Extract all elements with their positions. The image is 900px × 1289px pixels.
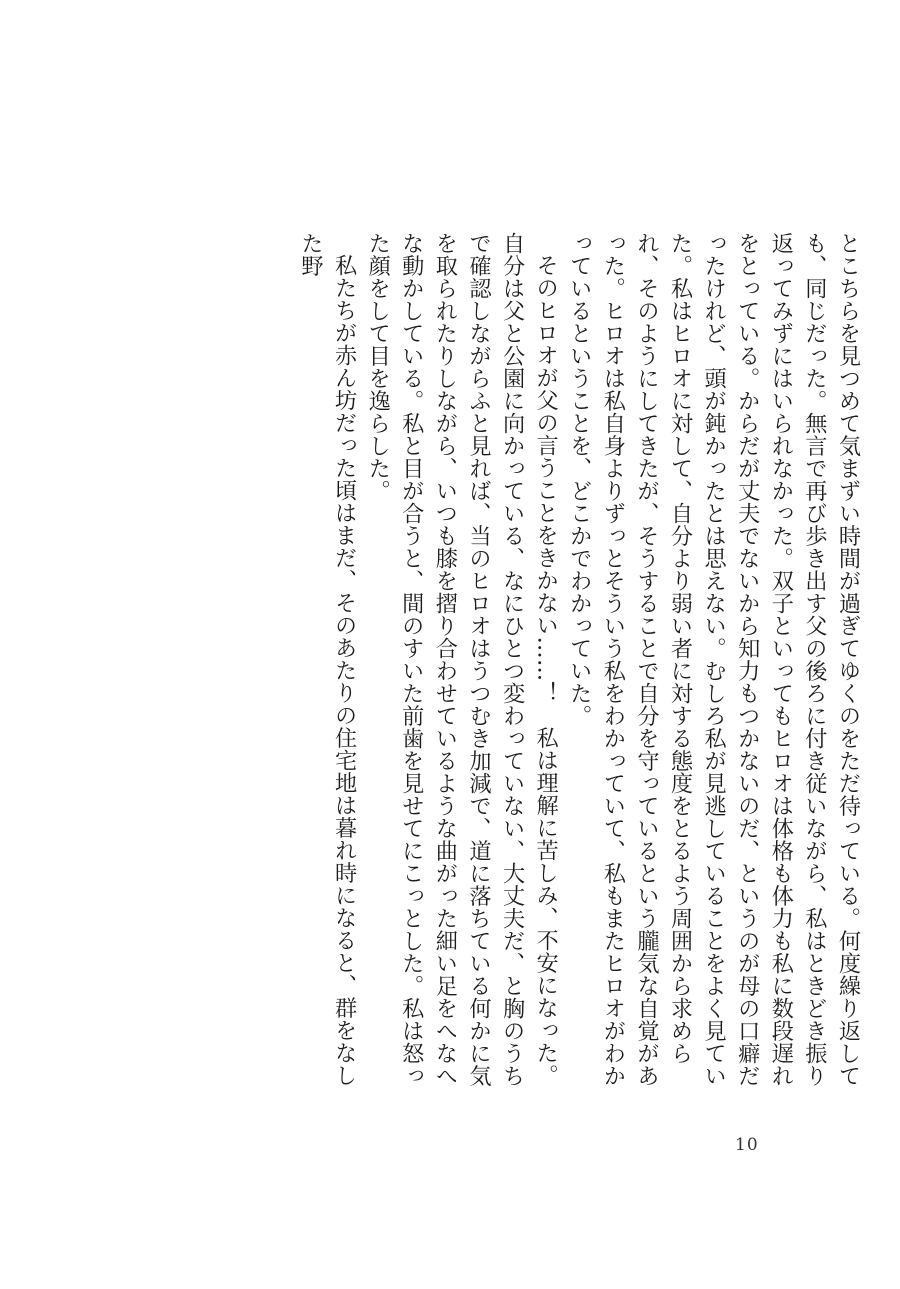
page-number: 10 <box>735 1135 759 1155</box>
paragraph: そのヒロオが父の言うことをきかない……！ 私は理解に苦しみ、不安になった。自分は父と公園に向かっている、なにひとつ変わっていない、大丈夫だ、と胸のうちで確認しながらふと見れば、当のヒロオはうつむき加減で、道に落ちている何かに気を取られたりしながら、いつも膝を摺り合わせているような曲がった細い足をへなへな動かしている。私と目が合うと、間のすいた前歯を見せてにこっとした。私は怒った顔をして目を逸らした。 <box>364 232 559 1087</box>
paragraph-continued: とこちらを見つめて気まずい時間が過ぎてゆくのをただ待っている。何度繰り返しても、同じだった。無言で再び歩き出す父の後ろに付き従いながら、私はときどき振り返ってみずにはいられなかった。双子といってもヒロオは体格も体力も私に数段遅れをとっている。からだが丈夫でないから知力もつかないのだ、というのが母の口癖だったけれど、頭が鈍かったとは思えない。むしろ私が見逃していることをよく見ていた。私はヒロオに対して、自分より弱い者に対する態度をとるよう周囲から求められ、そのようにしてきたが、そうすることで自分を守っているという朧気な自覚があった。ヒロオは私自身よりずっとそういう私をわかっていて、私もまたヒロオがわかっているということを、どこかでわかっていた。 <box>566 232 861 1087</box>
vertical-text-body <box>184 232 864 1102</box>
paragraph: 私たちが赤ん坊だった頃はまだ、そのあたりの住宅地は暮れ時になると、群をなした野 <box>297 232 358 1087</box>
